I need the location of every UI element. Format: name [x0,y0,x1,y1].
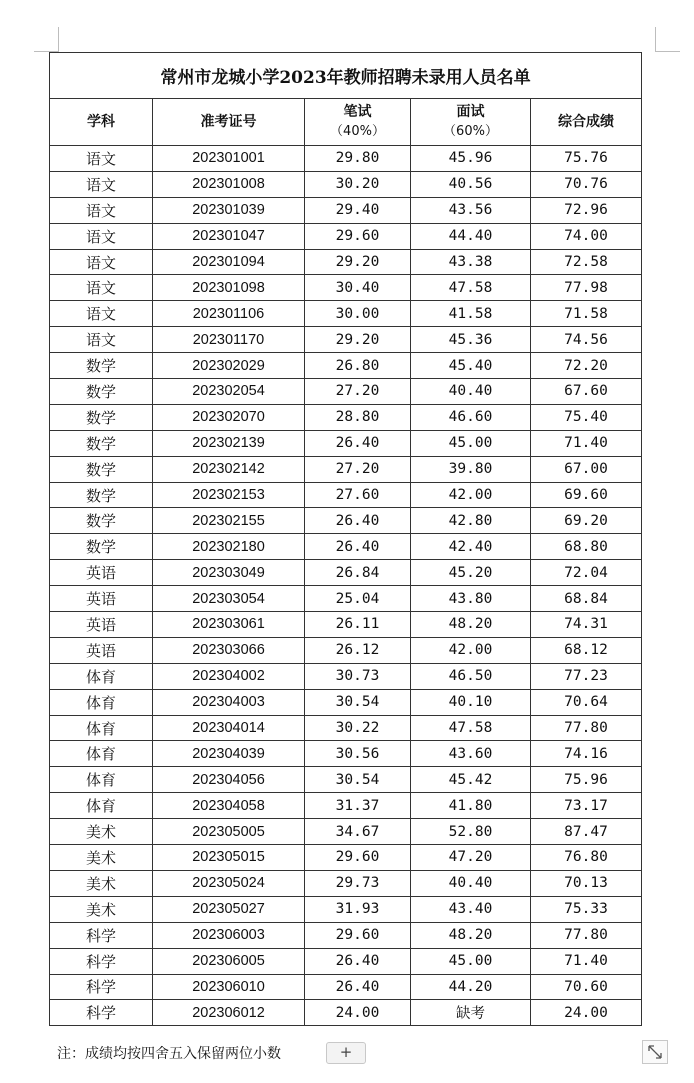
table-body [50,146,642,1026]
header-written-label: 笔试 [343,104,372,120]
cell-interview: 40.40 [411,870,531,896]
cell-exam-id: 202301008 [153,171,305,197]
cell-total: 71.40 [531,948,642,974]
cell-interview: 43.38 [411,249,531,275]
cell-written: 26.12 [305,637,411,663]
table-row [50,637,642,663]
cell-total: 72.20 [531,353,642,379]
cell-interview: 39.80 [411,456,531,482]
resize-arrows-icon [643,1041,667,1063]
cell-subject: 美术 [50,896,153,922]
table-row [50,896,642,922]
cell-total: 68.84 [531,586,642,612]
cell-exam-id: 202301047 [153,223,305,249]
cell-subject: 英语 [50,560,153,586]
table-row [50,793,642,819]
cell-subject: 语文 [50,301,153,327]
table-row [50,327,642,353]
table-header-row [50,99,642,146]
cell-exam-id: 202301106 [153,301,305,327]
table-row [50,379,642,405]
cell-exam-id: 202304014 [153,715,305,741]
cell-exam-id: 202302155 [153,508,305,534]
cell-written: 34.67 [305,819,411,845]
cell-subject: 数学 [50,379,153,405]
cell-written: 26.40 [305,508,411,534]
cell-interview: 45.36 [411,327,531,353]
table-row [50,560,642,586]
cell-exam-id: 202302142 [153,456,305,482]
cell-written: 26.84 [305,560,411,586]
cell-written: 27.20 [305,379,411,405]
cell-subject: 语文 [50,171,153,197]
cell-written: 26.40 [305,948,411,974]
cell-written: 31.93 [305,896,411,922]
cell-total: 72.96 [531,197,642,223]
header-written [305,99,411,146]
cell-subject: 体育 [50,741,153,767]
cell-written: 30.56 [305,741,411,767]
cell-interview: 52.80 [411,819,531,845]
cell-subject: 体育 [50,767,153,793]
table-row [50,767,642,793]
table-row [50,171,642,197]
cell-interview: 45.96 [411,146,531,172]
table-row [50,612,642,638]
header-written-weight: （40%） [330,124,385,139]
cell-subject: 数学 [50,534,153,560]
cell-interview: 43.80 [411,586,531,612]
table-row [50,870,642,896]
cell-total: 72.58 [531,249,642,275]
cell-written: 30.00 [305,301,411,327]
cell-exam-id: 202304002 [153,663,305,689]
cell-subject: 语文 [50,327,153,353]
header-interview [411,99,531,146]
table-row [50,845,642,871]
cell-interview: 46.50 [411,663,531,689]
cell-total: 74.56 [531,327,642,353]
table-row [50,430,642,456]
cell-subject: 科学 [50,922,153,948]
cell-total: 70.64 [531,689,642,715]
table-row [50,974,642,1000]
cell-subject: 体育 [50,663,153,689]
cell-written: 25.04 [305,586,411,612]
cell-written: 26.40 [305,974,411,1000]
cell-total: 76.80 [531,845,642,871]
cell-total: 75.40 [531,404,642,430]
header-exam-id: 准考证号 [153,99,305,146]
table-row [50,146,642,172]
cell-written: 26.40 [305,534,411,560]
cell-interview: 45.00 [411,948,531,974]
cell-exam-id: 202306005 [153,948,305,974]
cell-interview: 44.40 [411,223,531,249]
cell-subject: 语文 [50,197,153,223]
cell-total: 24.00 [531,1000,642,1026]
cell-interview: 46.60 [411,404,531,430]
cell-subject: 美术 [50,870,153,896]
cell-exam-id: 202304003 [153,689,305,715]
table-row [50,819,642,845]
cell-total: 67.00 [531,456,642,482]
cell-exam-id: 202305005 [153,819,305,845]
cell-total: 68.12 [531,637,642,663]
cell-subject: 体育 [50,689,153,715]
cell-subject: 数学 [50,353,153,379]
cell-written: 28.80 [305,404,411,430]
cell-subject: 数学 [50,482,153,508]
cell-interview: 47.58 [411,275,531,301]
table-row [50,404,642,430]
cell-total: 67.60 [531,379,642,405]
cell-exam-id: 202306012 [153,1000,305,1026]
cell-exam-id: 202301170 [153,327,305,353]
cell-subject: 数学 [50,508,153,534]
footnote: 注：成绩均按四舍五入保留两位小数 [57,1046,281,1062]
cell-subject: 数学 [50,404,153,430]
cell-written: 29.60 [305,223,411,249]
cell-subject: 科学 [50,948,153,974]
resize-icon[interactable] [642,1040,668,1064]
cell-subject: 英语 [50,637,153,663]
cell-written: 30.40 [305,275,411,301]
cell-written: 30.54 [305,767,411,793]
cell-interview: 44.20 [411,974,531,1000]
cell-total: 75.96 [531,767,642,793]
cell-exam-id: 202306003 [153,922,305,948]
cell-written: 29.80 [305,146,411,172]
cell-subject: 美术 [50,845,153,871]
cell-exam-id: 202303049 [153,560,305,586]
cell-total: 68.80 [531,534,642,560]
cell-exam-id: 202303061 [153,612,305,638]
table-row [50,223,642,249]
cell-total: 74.31 [531,612,642,638]
cell-interview: 40.40 [411,379,531,405]
crop-mark-top-right [655,27,680,52]
cell-interview: 47.58 [411,715,531,741]
cell-total: 70.60 [531,974,642,1000]
header-total: 综合成绩 [531,99,642,146]
cell-exam-id: 202303054 [153,586,305,612]
cell-total: 72.04 [531,560,642,586]
cell-exam-id: 202302139 [153,430,305,456]
cell-subject: 英语 [50,612,153,638]
cell-interview: 42.80 [411,508,531,534]
crop-mark-top-left [34,27,59,52]
cell-subject: 语文 [50,275,153,301]
cell-interview: 缺考 [411,1000,531,1026]
cell-subject: 体育 [50,793,153,819]
table-row [50,689,642,715]
cell-interview: 43.56 [411,197,531,223]
cell-subject: 英语 [50,586,153,612]
cell-interview: 48.20 [411,922,531,948]
cell-written: 30.22 [305,715,411,741]
cell-written: 27.60 [305,482,411,508]
cell-written: 29.60 [305,922,411,948]
cell-exam-id: 202303066 [153,637,305,663]
table-row [50,456,642,482]
cell-written: 24.00 [305,1000,411,1026]
cell-exam-id: 202301001 [153,146,305,172]
table-row [50,948,642,974]
cell-total: 77.98 [531,275,642,301]
header-interview-label: 面试 [456,104,485,120]
cell-subject: 数学 [50,430,153,456]
cell-exam-id: 202302054 [153,379,305,405]
cell-written: 27.20 [305,456,411,482]
cell-subject: 美术 [50,819,153,845]
cell-total: 77.80 [531,922,642,948]
cell-interview: 43.60 [411,741,531,767]
cell-interview: 42.40 [411,534,531,560]
cell-written: 29.20 [305,327,411,353]
cell-exam-id: 202301094 [153,249,305,275]
cell-interview: 41.58 [411,301,531,327]
cell-subject: 语文 [50,146,153,172]
cell-written: 29.20 [305,249,411,275]
cell-exam-id: 202301098 [153,275,305,301]
cell-total: 69.60 [531,482,642,508]
cell-written: 29.60 [305,845,411,871]
cell-exam-id: 202304039 [153,741,305,767]
cell-exam-id: 202302029 [153,353,305,379]
cell-total: 69.20 [531,508,642,534]
plus-icon: + [339,1043,353,1061]
cell-subject: 语文 [50,249,153,275]
cell-subject: 数学 [50,456,153,482]
cell-interview: 45.42 [411,767,531,793]
table-row [50,715,642,741]
cell-total: 77.80 [531,715,642,741]
cell-interview: 47.20 [411,845,531,871]
cell-subject: 语文 [50,223,153,249]
table-row [50,1000,642,1026]
cell-exam-id: 202304058 [153,793,305,819]
table-row [50,534,642,560]
cell-exam-id: 202306010 [153,974,305,1000]
cell-interview: 40.56 [411,171,531,197]
cell-written: 26.80 [305,353,411,379]
cell-interview: 45.20 [411,560,531,586]
cell-total: 73.17 [531,793,642,819]
table-row [50,301,642,327]
table-row [50,922,642,948]
results-table [49,52,642,1026]
cell-written: 26.11 [305,612,411,638]
cell-interview: 45.00 [411,430,531,456]
cell-written: 29.40 [305,197,411,223]
cell-subject: 科学 [50,974,153,1000]
cell-written: 31.37 [305,793,411,819]
cell-interview: 40.10 [411,689,531,715]
table-row [50,741,642,767]
table-row [50,508,642,534]
cell-total: 71.58 [531,301,642,327]
cell-total: 75.33 [531,896,642,922]
cell-interview: 42.00 [411,637,531,663]
cell-written: 30.20 [305,171,411,197]
cell-total: 75.76 [531,146,642,172]
cell-exam-id: 202304056 [153,767,305,793]
cell-total: 70.76 [531,171,642,197]
cell-written: 26.40 [305,430,411,456]
cell-total: 70.13 [531,870,642,896]
cell-total: 87.47 [531,819,642,845]
cell-written: 29.73 [305,870,411,896]
cell-interview: 48.20 [411,612,531,638]
cell-written: 30.54 [305,689,411,715]
cell-total: 74.00 [531,223,642,249]
cell-exam-id: 202305024 [153,870,305,896]
table-row [50,249,642,275]
cell-interview: 42.00 [411,482,531,508]
table-row [50,353,642,379]
cell-exam-id: 202302180 [153,534,305,560]
cell-exam-id: 202302070 [153,404,305,430]
cell-subject: 体育 [50,715,153,741]
cell-total: 74.16 [531,741,642,767]
header-subject: 学科 [50,99,153,146]
cell-interview: 43.40 [411,896,531,922]
cell-exam-id: 202305027 [153,896,305,922]
cell-subject: 科学 [50,1000,153,1026]
add-row-button[interactable] [326,1042,366,1064]
table-row [50,197,642,223]
cell-interview: 45.40 [411,353,531,379]
cell-exam-id: 202302153 [153,482,305,508]
cell-written: 30.73 [305,663,411,689]
cell-interview: 41.80 [411,793,531,819]
cell-exam-id: 202301039 [153,197,305,223]
cell-total: 71.40 [531,430,642,456]
cell-exam-id: 202305015 [153,845,305,871]
header-interview-weight: （60%） [443,124,498,139]
cell-total: 77.23 [531,663,642,689]
table-row [50,482,642,508]
table-row [50,586,642,612]
table-row [50,663,642,689]
table-row [50,275,642,301]
document-title: 常州市龙城小学2023年教师招聘未录用人员名单 [50,53,642,99]
